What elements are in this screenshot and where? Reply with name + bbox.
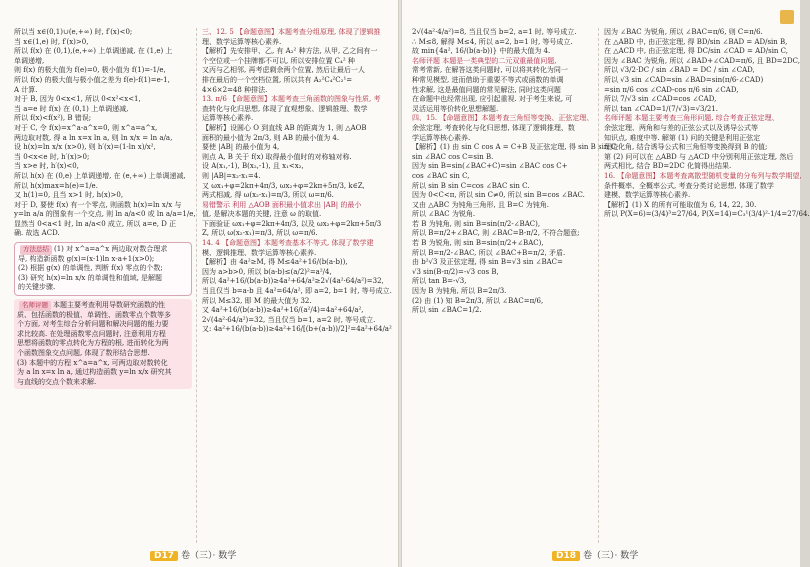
left-column-2: [202, 28, 392, 528]
text-line: 两式相比, 结合 BD=2DC 化简得出结果.: [604, 162, 732, 171]
right-column-1: [412, 28, 619, 528]
text-line: 值, 是解决本题的关键, 注意 ω 的取值.: [202, 210, 322, 219]
text-line: sin ∠BAC cos C=sin B.: [412, 152, 494, 161]
text-line: 当 x∈(1,e) 时, f′(x)>0,: [14, 37, 89, 46]
text-line: 设 A(x₁,-1), B(x₂,-1), 且 x₁<x₂,: [202, 162, 304, 171]
text-line: 所以 sin ∠BAC=1/2.: [412, 306, 482, 315]
tip-label: 方法总结: [20, 245, 52, 255]
teacher-comment-box: [14, 299, 192, 389]
text-line: 理、数学运算等核心素养.: [202, 37, 282, 46]
tip-label: 名师评题: [19, 301, 51, 311]
text-line: 条件概率、全概率公式, 考查分类讨论思想, 体现了数学: [604, 181, 774, 190]
text-line: 下面验证 ωx₁+φ=2kπ+4π/3, 以及 ωx₂+φ=2kπ+5π/3: [202, 219, 382, 228]
text-line: 因为 0<C<π, 所以 sin C≠0, 所以 sin B=cos ∠BAC.: [412, 191, 585, 200]
text-line: 所以 √3/2·DC / sin ∠BAD = DC / sin ∠CAD,: [604, 66, 755, 75]
text-line: 四、15. 【命题意图】本题考查三角恒等变换、正弦定理、: [412, 114, 594, 123]
column-divider: [598, 28, 599, 543]
text-line: 学运算等核心素养.: [412, 133, 471, 142]
text-line: 14. 4 【命题意图】本题考查基本不等式, 体现了数学建: [202, 239, 374, 248]
tip-line: 个函数图象交点问题, 体现了数形结合思想.: [17, 349, 150, 357]
right-column-2: [604, 28, 810, 528]
text-line: 查转化与化归思想, 体现了直观想象、逻辑推理、数学: [202, 104, 368, 113]
text-line: 若 B 为锐角, 则 sin B=sin(π/2+∠BAC),: [412, 239, 544, 248]
text-line: 2√(4a²·4/a²)=8, 当且仅当 b=2, a=1 时, 等号成立.: [412, 28, 577, 36]
text-line: 常考常新, 在解答这类问题时, 可以将其转化为同一: [412, 66, 568, 75]
text-line: 当 0<x<e 时, h′(x)>0;: [14, 152, 90, 161]
text-line: 单调递增,: [14, 56, 45, 65]
text-line: 所以 P(X=6)=(3/4)³=27/64, P(X=14)=C₃¹(3/4)²·1/4=27/64.: [604, 210, 810, 219]
text-line: 易错警示 利用 △AOB 面积最小值求出 |AB| 的最小: [202, 200, 362, 209]
text-line: 所以 M≤32, 即 M 的最大值为 32.: [202, 296, 312, 305]
tip-line: 个方面, 对考生综合分析问题和解决问题的能力要: [17, 320, 169, 329]
tip-line: 求比较高. 在处理函数零点问题时, 注意利用方程: [17, 329, 166, 338]
tip-line: 为 a ln x=x ln a, 通过构造函数 y=ln x/x 研究其: [17, 368, 172, 377]
text-line: 在 △ACD 中, 由正弦定理, 得 DC/sin ∠CAD = AD/sin C,: [604, 47, 788, 56]
text-line: 所以 4a²+16/(b(a-b))≥4a²+64/a²≥2√(4a²·64/a²)=32,: [202, 277, 384, 286]
tip-line: 的关键步骤.: [18, 283, 56, 292]
text-line: 所以 ∠BAC 为锐角.: [412, 210, 476, 219]
tip-line: (1) 对 x^a=a^x 两边取对数合理求: [54, 245, 168, 254]
text-line: 所以 tan B=-√3,: [412, 277, 467, 286]
page-number: D18: [552, 551, 580, 561]
text-line: 三、12. 5 【命题意图】本题考查分组原理, 体现了逻辑推: [202, 28, 381, 36]
text-line: 余弦定理, 考查转化与化归思想, 体现了逻辑推理、数: [412, 123, 575, 132]
text-line: 运算等核心素养.: [202, 114, 254, 123]
tip-line: 与直线的交点个数来求解.: [17, 377, 97, 386]
text-line: 灵活运用等价转化思想解题.: [412, 104, 499, 113]
text-line: 【解析】(1) 由 sin C cos A = C+B 及正弦定理, 得 sin B sin C·: [412, 143, 619, 152]
text-line: cos ∠BAC sin C,: [412, 171, 470, 180]
text-line: 模、逻辑推理、数学运算等核心素养.: [202, 248, 317, 257]
column-divider: [196, 28, 197, 543]
text-line: 两边取对数, 得 a ln x=x ln a, 则 ln x/x = ln a/a,: [14, 133, 173, 142]
text-line: 又 h(1)=0, 且当 x>1 时, h(x)>0,: [14, 191, 124, 200]
text-line: 若 B 为钝角, 则 sin B=sin(π/2-∠BAC),: [412, 219, 541, 228]
text-line: 所以 f(x)<f(x²), B 错误;: [14, 114, 92, 123]
text-line: 所以 sin B sin C=cos ∠BAC sin C.: [412, 181, 530, 190]
text-line: 第 (2) 问可以在 △ABD 与 △ACD 中分别利用正弦定理, 然后: [604, 152, 794, 161]
text-line: 【解析】由 4a²≥M, 得 M≤4a²+16/(b(a-b)),: [202, 258, 348, 267]
text-line: 显然当 0<a<1 时, ln a/a<0 成立, 所以 a=e, D 正: [14, 219, 177, 228]
text-line: 又: 4a²+16/(b(a-b))≥4a²+16/[(b+(a-b))/2]²=4a²+64/a²: [202, 325, 392, 334]
text-line: 因为 a>b>0, 所以 b(a-b)≤(a/2)²=a²/4,: [202, 267, 332, 276]
text-line: 建模、数学运算等核心素养.: [604, 191, 691, 200]
text-line: 所以 f(x) 的极大值与极小值之差为 f(e)-f(1)=e-1,: [14, 75, 170, 84]
page-label: 卷（三）· 数学: [181, 551, 237, 561]
left-page: [0, 0, 398, 567]
corner-marker: [780, 10, 794, 24]
tip-line: 本题主要考查利用导数研究函数的性: [53, 301, 165, 310]
tip-line: (2) 根据 g(x) 的单调性, 判断 f(x) 零点的个数;: [18, 264, 163, 273]
text-line: (2) 由 (1) 知 B=2π/3, 所以 ∠BAC=π/6,: [412, 296, 544, 305]
text-line: 对于 B, 因为 0<x<1, 所以 0<x²<x<1,: [14, 95, 141, 104]
left-footer: [150, 548, 236, 561]
text-line: 所以 7/√3 sin ∠CAD=cos ∠CAD,: [604, 95, 717, 104]
text-line: 【解析】设圆心 O 到直线 AB 的距离为 1, 则 △AOB: [202, 123, 367, 132]
text-line: 所以 f(x) 在 (0,1),(e,+∞) 上单调递减, 在 (1,e) 上: [14, 47, 173, 56]
text-line: 所以当 x∈(0,1)∪(e,+∞) 时, f′(x)<0;: [14, 28, 133, 36]
text-line: 所以 h(x)max=h(e)=1/e.: [14, 181, 98, 190]
text-line: 又 ωx₁+φ=2kπ+4π/3, ωx₂+φ=2kπ+5π/3, k∈Z,: [202, 181, 365, 190]
text-line: 【解析】先安排甲、乙, 有 A₂² 种方法, 从甲, 乙之间有一: [202, 47, 378, 56]
text-line: 排在最后的一个空档位置, 所以共有 A₂²C₄²C₂¹=: [202, 75, 353, 84]
text-line: 理边化角, 结合诱导公式和三角恒等变换得到 B 的值;: [604, 143, 768, 152]
text-line: 在 △ABD 中, 由正弦定理, 得 BD/sin ∠BAD = AD/sin B,: [604, 37, 788, 46]
text-line: 所以 B=π/2-∠BAC, 所以 ∠BAC+B=π/2, 矛盾.: [412, 248, 566, 257]
text-line: 面积的最小值为 2π/3, 则 AB 的最小值为 4.: [202, 133, 340, 142]
text-line: ∴ M≤8, 解得 M≤4, 所以 a=2, b=1 时, 等号成立.: [412, 37, 573, 46]
text-line: 因为 ∠BAC 为锐角, 所以 ∠BAD+∠CAD=π/6, 且 BD=2DC,: [604, 56, 800, 65]
text-line: 当且仅当 b=a-b 且 4a²=64/a², 即 a=2, b=1 时, 等号成立.: [202, 287, 392, 296]
text-line: 所以 tan ∠CAD=1/(7/√3)=√3/21.: [604, 104, 718, 113]
text-line: 在命题中也经常出现, 应引起重视. 对于考生来说, 可: [412, 95, 573, 104]
text-line: 则点 A, B 关于 f(x) 取得最小值时的对称轴对称.: [202, 152, 352, 161]
text-line: 对于 D, 要使 f(x) 有一个零点, 则函数 h(x)=ln x/x 与: [14, 200, 182, 209]
text-line: 则 f(x) 的极大值为 f(e)=0, 极小值为 f(1)=-1/e,: [14, 66, 166, 75]
left-column-1: [14, 28, 196, 518]
text-line: 确. 故选 ACD.: [14, 229, 60, 238]
text-line: A 计算.: [14, 85, 38, 94]
text-line: 13. π/6 【命题意图】本题考查三角函数的图象与性质, 考: [202, 95, 381, 104]
text-line: 名师评题 本题主要考查三角形问题, 综合考查正弦定理、: [604, 114, 779, 123]
tip-line: (3) 本题中的方程 x^a=a^x, 可两边取对数转化: [17, 358, 168, 367]
text-line: 所以 √3 sin ∠CAD=sin ∠BAD=sin(π/6-∠CAD): [604, 75, 764, 84]
tip-line: (3) 研究 h(x)=ln x/x 的单调性和值域, 是解题: [18, 273, 163, 282]
right-page: [402, 0, 810, 567]
text-line: 种常见模型, 进而借助于重要不等式或函数的单调: [412, 75, 564, 84]
text-line: 又由 △ABC 为钝角三角形, 且 B=C 为钝角.: [412, 200, 550, 209]
text-line: 因为 sin B=sin(∠BAC+C)=sin ∠BAC cos C+: [412, 162, 568, 171]
right-footer: [552, 548, 638, 561]
text-line: 对于 C, 令 f(x)=x^a-a^x=0, 则 x^a=a^x,: [14, 123, 158, 132]
text-line: 因为 B 为钝角, 所以 B=2π/3.: [412, 287, 507, 296]
text-line: 设 h(x)=ln x/x (x>0), 则 h′(x)=(1-ln x)/x²,: [14, 143, 156, 152]
text-line: y=ln a/a 的图象有一个交点, 则 ln a/a<0 或 ln a/a=1/e,: [14, 210, 196, 219]
text-line: 故 min{4a², 16/(b(a-b))} 中的最大值为 4.: [412, 47, 551, 56]
text-line: 性求解, 这是最值问题的常见解法, 同时这类问题: [412, 85, 561, 94]
method-summary-box: [14, 242, 192, 296]
text-line: 知识点, 难度中等. 解第 (1) 问的关键是利用正弦定: [604, 133, 761, 142]
text-line: 两式相减, 得 ω(x₂-x₁)=π/3, 所以 ω=π/6.: [202, 191, 334, 200]
text-line: Z, 所以 ω(x₂-x₁)=π/3, 所以 ω=π/6.: [202, 229, 318, 238]
text-line: 所以 B=π/2+∠BAC, 则 ∠BAC=B-π/2, 不符合题意;: [412, 229, 580, 238]
page-number: D17: [150, 551, 178, 561]
text-line: =sin π/6 cos ∠CAD-cos π/6 sin ∠CAD,: [604, 85, 739, 94]
tip-line: 思想将函数的零点转化为方程的根, 进而转化为两: [17, 339, 169, 348]
text-line: 2√(4a²·64/a²)=32, 当且仅当 b=1, a=2 时, 等号成立.: [202, 315, 376, 324]
text-line: √3 sin(B-π/2)=-√3 cos B,: [412, 267, 499, 276]
text-line: 又丙与乙相邻, 再考虑剩余两个位置, 然后让最后一人: [202, 66, 365, 75]
tip-line: 导, 构造新函数 g(x)=(x-1)ln x-a+1(x>0);: [18, 254, 155, 263]
text-line: 当 a=e 时 f(x) 在 (0,1) 上单调递减,: [14, 104, 129, 113]
text-line: 所以 h(x) 在 (0,e) 上单调递增, 在 (e,+∞) 上单调递减,: [14, 171, 186, 180]
page-label: 卷（三）· 数学: [583, 551, 639, 561]
text-line: 名师评题 本题是一类典型的二元双重最值问题,: [412, 56, 557, 65]
text-line: 则 |AB|=x₂-x₁=4.: [202, 171, 261, 180]
text-line: 余弦定理、两角和与差的正弦公式以及诱导公式等: [604, 123, 758, 132]
tip-line: 质、包括函数的极值、单调性、函数零点个数等多: [17, 310, 171, 319]
text-line: 个空位或一个挂牌都不可以, 所以安排位置 C₄² 种: [202, 56, 355, 65]
text-line: 由 b²√3 及正弦定理, 得 sin B=√3 sin ∠BAC=: [412, 258, 563, 267]
text-line: 4×6×2=48 种排法.: [202, 85, 268, 94]
text-line: 因为 ∠BAC 为锐角, 所以 ∠BAC=π/6, 则 C=π/6.: [604, 28, 763, 36]
text-line: 要使 |AB| 的最小值为 4,: [202, 143, 280, 152]
text-line: 16. 【命题意图】本题考查离散型随机变量的分布列与数学期望,: [604, 171, 802, 180]
text-line: 当 x>e 时, h′(x)<0,: [14, 162, 79, 171]
text-line: 又 4a²+16/(b(a-b))≥4a²+16/(a²/4)=4a²+64/a²,: [202, 306, 364, 315]
text-line: 【解析】(1) X 的所有可能取值为 6, 14, 22, 30.: [604, 200, 757, 209]
